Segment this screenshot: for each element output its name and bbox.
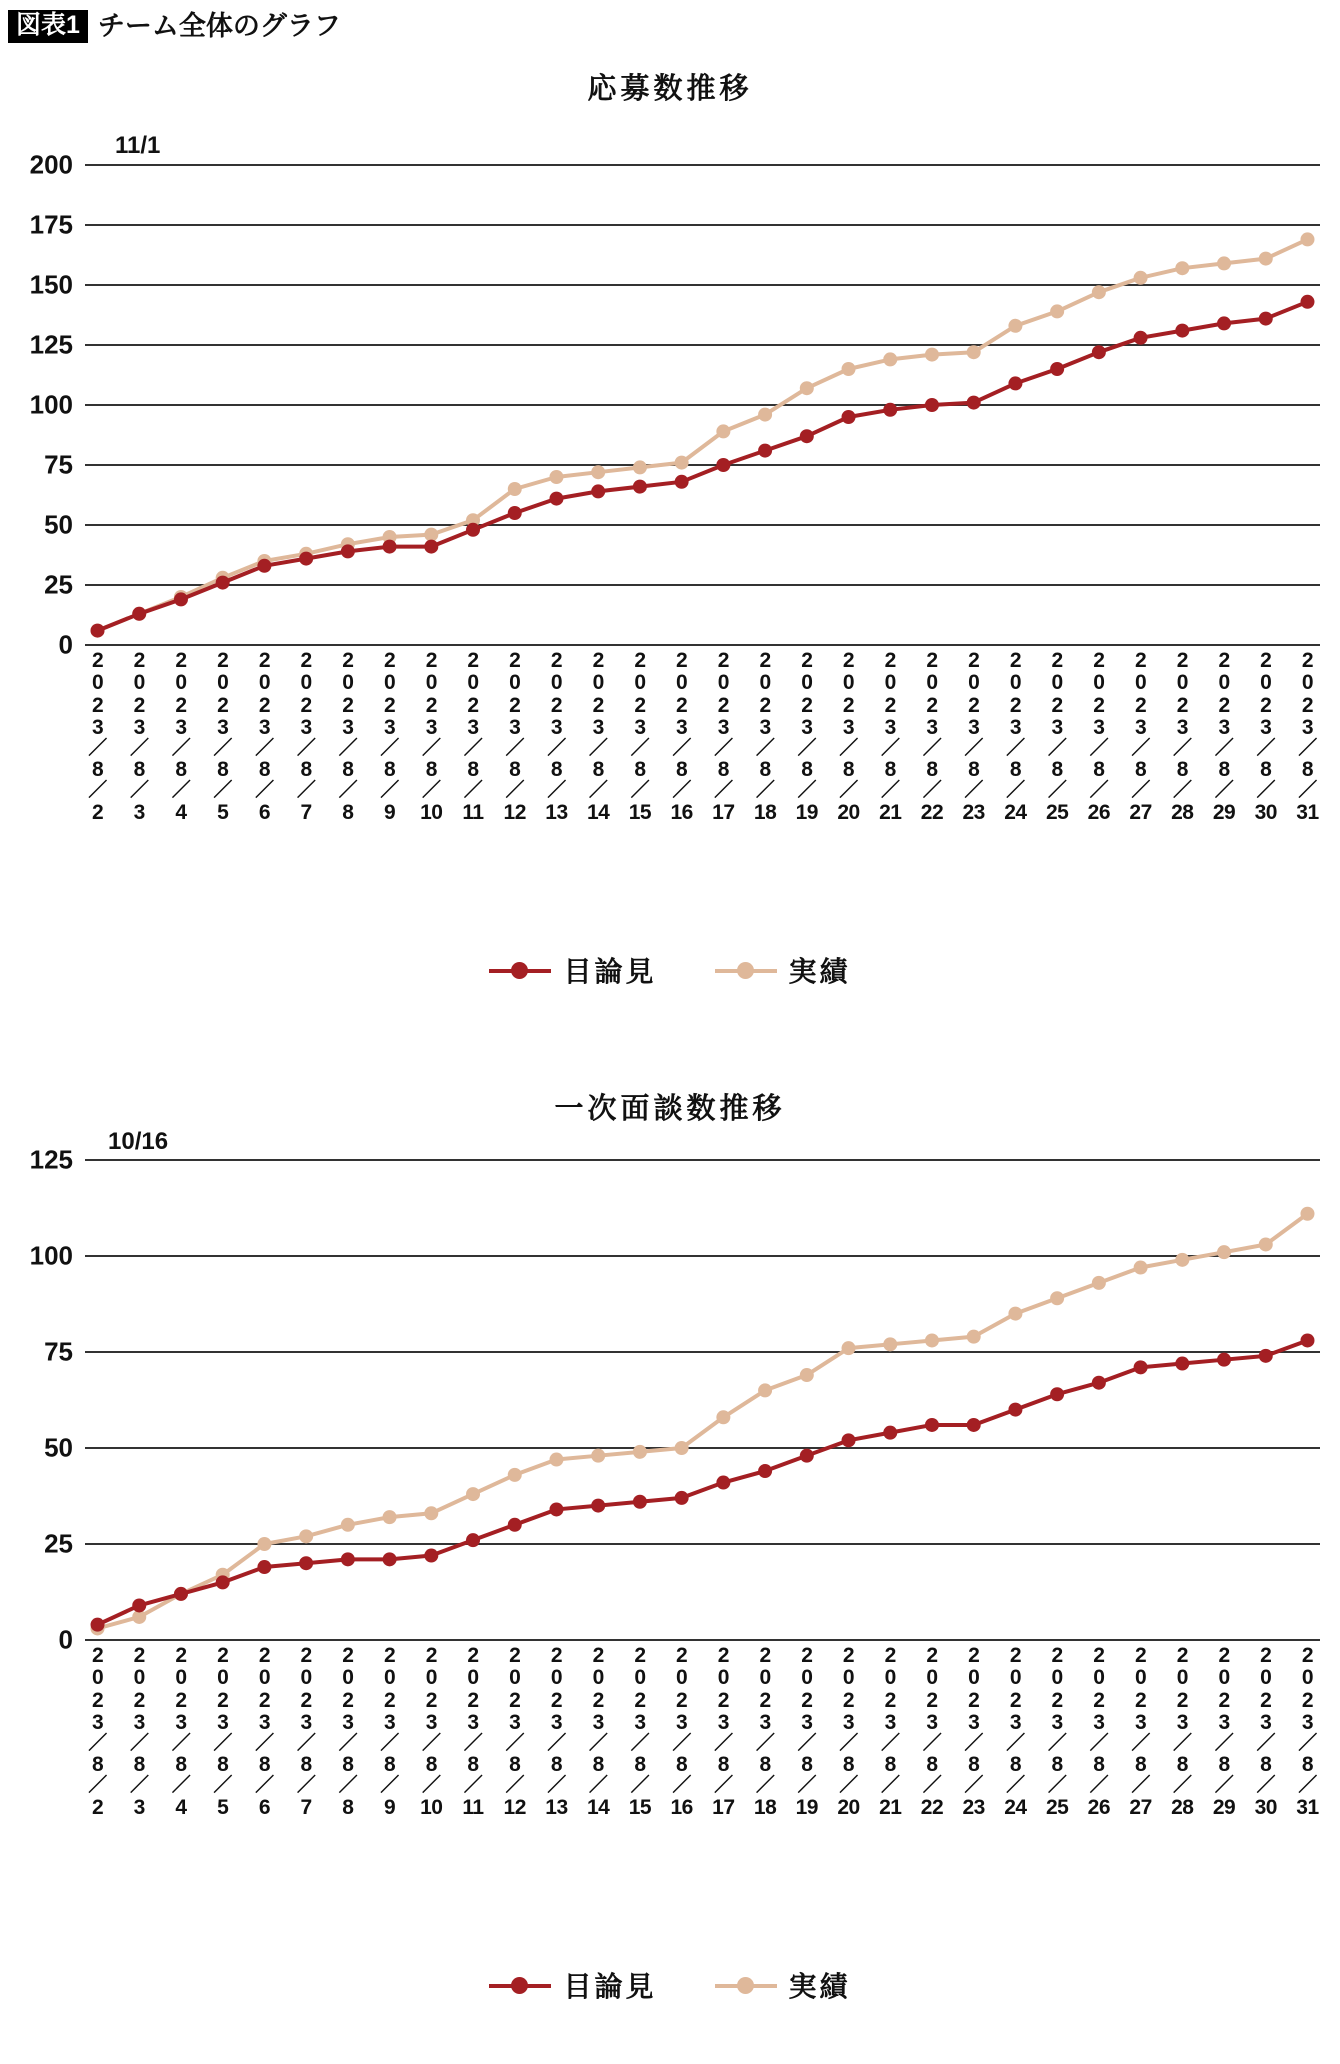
data-point xyxy=(716,1410,730,1424)
x-axis-tick-label: 2 0 2 3 ／ 8 ／ 25 xyxy=(1045,1644,1069,1819)
x-axis-tick-label: 2 0 2 3 ／ 8 ／ 19 xyxy=(795,1644,818,1819)
x-axis-tick-label: 2 0 2 3 ／ 8 ／ 20 xyxy=(837,649,860,824)
data-point xyxy=(675,475,689,489)
data-point xyxy=(1134,271,1148,285)
data-point xyxy=(216,576,230,590)
plot-wrapper xyxy=(0,1128,1340,1819)
data-point xyxy=(132,1598,146,1612)
x-axis-tick-label: 2 0 2 3 ／ 8 ／ 29 xyxy=(1212,649,1236,824)
x-axis-tick-label: 2 0 2 3 ／ 8 ／ 15 xyxy=(628,649,652,824)
data-point xyxy=(633,1445,647,1459)
x-axis-tick-label: 2 0 2 3 ／ 8 ／ 14 xyxy=(587,649,610,824)
data-point xyxy=(883,352,897,366)
data-point xyxy=(508,1468,522,1482)
x-axis-tick-label: 2 0 2 3 ／ 8 ／ 27 xyxy=(1129,649,1152,824)
data-point xyxy=(383,540,397,554)
figure-title: チーム全体のグラフ xyxy=(97,11,341,41)
x-axis-tick-label: 2 0 2 3 ／ 8 ／ 30 xyxy=(1254,1644,1277,1819)
x-axis-tick-label: 2 0 2 3 ／ 8 ／ 18 xyxy=(753,1644,777,1819)
figure-tag: 図表1 xyxy=(8,10,88,43)
chart-title: 応募数推移 xyxy=(587,73,753,105)
data-point xyxy=(591,465,605,479)
data-point xyxy=(591,484,605,498)
legend-label-plan: 目論見 xyxy=(563,1971,657,2002)
x-axis-tick-label: 2 0 2 3 ／ 8 ／ 27 xyxy=(1129,1644,1152,1819)
data-point xyxy=(424,1549,438,1563)
data-point xyxy=(508,506,522,520)
x-axis-tick-label: 2 0 2 3 ／ 8 ／ 10 xyxy=(420,1644,443,1819)
y-axis-tick-label: 100 xyxy=(29,1240,73,1271)
x-axis-tick-label: 2 0 2 3 ／ 8 ／ 31 xyxy=(1296,1644,1319,1819)
x-axis-tick-label: 2 0 2 3 ／ 8 ／ 3 xyxy=(129,1644,149,1819)
series-line xyxy=(98,1340,1308,1624)
data-point xyxy=(758,1464,772,1478)
y-axis-tick-label: 75 xyxy=(44,449,73,480)
x-axis-tick-label: 2 0 2 3 ／ 8 ／ 6 xyxy=(255,649,274,824)
data-point xyxy=(800,381,814,395)
data-point xyxy=(842,1433,856,1447)
data-point xyxy=(1217,316,1231,330)
x-axis-tick-label: 2 0 2 3 ／ 8 ／ 21 xyxy=(879,1644,902,1819)
x-axis-tick-label: 2 0 2 3 ／ 8 ／ 3 xyxy=(129,649,149,824)
data-point xyxy=(174,592,188,606)
x-axis-tick-label: 2 0 2 3 ／ 8 ／ 26 xyxy=(1087,649,1111,824)
x-axis-tick-label: 2 0 2 3 ／ 8 ／ 19 xyxy=(795,649,818,824)
data-point xyxy=(1050,1387,1064,1401)
chart-interviews xyxy=(0,1080,1340,2060)
data-point xyxy=(758,408,772,422)
data-point xyxy=(341,1518,355,1532)
x-axis-tick-label: 2 0 2 3 ／ 8 ／ 18 xyxy=(753,649,777,824)
data-point xyxy=(1008,1307,1022,1321)
x-axis-tick-label: 2 0 2 3 ／ 8 ／ 6 xyxy=(255,1644,274,1819)
x-axis-tick-label: 2 0 2 3 ／ 8 ／ 17 xyxy=(712,1644,735,1819)
data-point xyxy=(1050,304,1064,318)
data-point xyxy=(1259,312,1273,326)
data-point xyxy=(549,470,563,484)
x-axis-tick-label: 2 0 2 3 ／ 8 ／ 7 xyxy=(296,1644,316,1819)
data-point xyxy=(716,1476,730,1490)
y-axis-tick-label: 100 xyxy=(29,389,73,420)
corner-date-label: 11/1 xyxy=(115,132,161,159)
data-point xyxy=(1300,1207,1314,1221)
x-axis-tick-label: 2 0 2 3 ／ 8 ／ 20 xyxy=(837,1644,860,1819)
y-axis-tick-label: 25 xyxy=(44,569,73,600)
data-point xyxy=(967,1418,981,1432)
data-point xyxy=(1092,1276,1106,1290)
chart-legend xyxy=(0,1965,1340,2005)
legend-label-plan: 目論見 xyxy=(563,956,657,987)
legend-item-actual xyxy=(715,950,851,990)
data-point xyxy=(883,1426,897,1440)
x-axis-tick-label: 2 0 2 3 ／ 8 ／ 28 xyxy=(1171,1644,1194,1819)
y-axis-tick-label: 175 xyxy=(29,209,73,240)
data-point xyxy=(1259,1237,1273,1251)
x-axis-tick-label: 2 0 2 3 ／ 8 ／ 26 xyxy=(1087,1644,1111,1819)
data-point xyxy=(1300,295,1314,309)
data-point xyxy=(925,1333,939,1347)
figure-header xyxy=(8,10,341,43)
y-axis-tick-label: 25 xyxy=(44,1528,73,1559)
y-axis-tick-label: 50 xyxy=(44,509,73,540)
data-point xyxy=(299,1529,313,1543)
data-point xyxy=(591,1449,605,1463)
data-point xyxy=(1050,1291,1064,1305)
series-layer xyxy=(85,165,1320,645)
data-point xyxy=(800,1368,814,1382)
data-point xyxy=(967,1330,981,1344)
data-point xyxy=(1008,1403,1022,1417)
data-point xyxy=(633,480,647,494)
x-axis-tick-label: 2 0 2 3 ／ 8 ／ 12 xyxy=(503,1644,526,1819)
plot-area xyxy=(29,1144,1320,1655)
data-point xyxy=(299,1556,313,1570)
data-point xyxy=(842,362,856,376)
x-axis-tick-label: 2 0 2 3 ／ 8 ／ 9 xyxy=(380,1644,399,1819)
x-axis-tick-label: 2 0 2 3 ／ 8 ／ 31 xyxy=(1296,649,1319,824)
legend-marker-actual xyxy=(715,1974,777,1996)
data-point xyxy=(883,1337,897,1351)
data-point xyxy=(424,540,438,554)
data-point xyxy=(424,528,438,542)
x-axis-tick-label: 2 0 2 3 ／ 8 ／ 17 xyxy=(712,649,735,824)
y-axis-tick-label: 200 xyxy=(29,149,73,180)
x-axis-tick-label: 2 0 2 3 ／ 8 ／ 2 xyxy=(88,649,107,824)
x-axis-tick-label: 2 0 2 3 ／ 8 ／ 5 xyxy=(213,649,232,824)
data-point xyxy=(758,1383,772,1397)
chart-title: 一次面談数推移 xyxy=(554,1093,786,1125)
data-point xyxy=(341,1552,355,1566)
data-point xyxy=(1134,1261,1148,1275)
data-point xyxy=(1175,261,1189,275)
data-point xyxy=(424,1506,438,1520)
data-point xyxy=(257,1560,271,1574)
x-axis-tick-label: 2 0 2 3 ／ 8 ／ 24 xyxy=(1004,649,1027,824)
data-point xyxy=(925,1418,939,1432)
data-point xyxy=(1092,1376,1106,1390)
x-axis-labels xyxy=(85,650,1320,830)
data-point xyxy=(1134,1360,1148,1374)
plot-area xyxy=(29,149,1320,660)
legend-item-plan xyxy=(489,1965,656,2005)
data-point xyxy=(800,429,814,443)
data-point xyxy=(633,460,647,474)
data-point xyxy=(132,607,146,621)
series-layer xyxy=(85,1160,1320,1640)
y-axis-tick-label: 0 xyxy=(58,629,73,660)
data-point xyxy=(1259,1349,1273,1363)
data-point xyxy=(1175,1357,1189,1371)
legend-marker-plan xyxy=(489,1974,551,1996)
data-point xyxy=(257,559,271,573)
plot-wrapper xyxy=(0,110,1340,824)
data-point xyxy=(1050,362,1064,376)
data-point xyxy=(549,1502,563,1516)
data-point xyxy=(466,1487,480,1501)
data-point xyxy=(675,1441,689,1455)
x-axis-tick-label: 2 0 2 3 ／ 8 ／ 12 xyxy=(503,649,526,824)
data-point xyxy=(383,1510,397,1524)
x-axis-tick-label: 2 0 2 3 ／ 8 ／ 25 xyxy=(1045,649,1069,824)
x-axis-tick-label: 2 0 2 3 ／ 8 ／ 24 xyxy=(1004,1644,1027,1819)
data-point xyxy=(675,456,689,470)
data-point xyxy=(1259,252,1273,266)
y-axis-tick-label: 150 xyxy=(29,269,73,300)
data-point xyxy=(1300,1333,1314,1347)
x-axis-tick-label: 2 0 2 3 ／ 8 ／ 23 xyxy=(962,1644,985,1819)
y-axis-tick-label: 125 xyxy=(29,1144,73,1175)
data-point xyxy=(1092,345,1106,359)
y-axis-tick-label: 50 xyxy=(44,1432,73,1463)
series-line xyxy=(98,239,1308,630)
data-point xyxy=(925,398,939,412)
data-point xyxy=(800,1449,814,1463)
x-axis-tick-label: 2 0 2 3 ／ 8 ／ 28 xyxy=(1171,649,1194,824)
x-axis-tick-label: 2 0 2 3 ／ 8 ／ 13 xyxy=(545,1644,568,1819)
chart-legend xyxy=(0,950,1340,990)
data-point xyxy=(967,396,981,410)
data-point xyxy=(91,624,105,638)
data-point xyxy=(174,1587,188,1601)
data-point xyxy=(716,458,730,472)
x-axis-tick-label: 2 0 2 3 ／ 8 ／ 11 xyxy=(462,649,484,824)
legend-marker-plan xyxy=(489,959,551,981)
x-axis-tick-label: 2 0 2 3 ／ 8 ／ 23 xyxy=(962,649,985,824)
data-point xyxy=(1175,324,1189,338)
y-axis-tick-label: 125 xyxy=(29,329,73,360)
data-point xyxy=(1217,1245,1231,1259)
data-point xyxy=(925,348,939,362)
data-point xyxy=(549,1453,563,1467)
legend-marker-actual xyxy=(715,959,777,981)
data-point xyxy=(466,1533,480,1547)
x-axis-tick-label: 2 0 2 3 ／ 8 ／ 5 xyxy=(213,1644,232,1819)
legend-item-plan xyxy=(489,950,656,990)
x-axis-tick-label: 2 0 2 3 ／ 8 ／ 4 xyxy=(171,649,191,824)
data-point xyxy=(883,403,897,417)
data-point xyxy=(341,544,355,558)
x-axis-tick-label: 2 0 2 3 ／ 8 ／ 9 xyxy=(380,649,399,824)
legend-item-actual xyxy=(715,1965,851,2005)
data-point xyxy=(758,444,772,458)
series-line xyxy=(98,302,1308,631)
data-point xyxy=(1300,232,1314,246)
x-axis-labels xyxy=(85,1645,1320,1825)
data-point xyxy=(1175,1253,1189,1267)
data-point xyxy=(1008,376,1022,390)
x-axis-tick-label: 2 0 2 3 ／ 8 ／ 7 xyxy=(296,649,316,824)
data-point xyxy=(91,1618,105,1632)
x-axis-tick-label: 2 0 2 3 ／ 8 ／ 16 xyxy=(670,649,693,824)
legend-label-actual: 実績 xyxy=(788,1971,851,2002)
x-axis-tick-label: 2 0 2 3 ／ 8 ／ 21 xyxy=(879,649,902,824)
chart-applications xyxy=(0,60,1340,1040)
data-point xyxy=(842,1341,856,1355)
data-point xyxy=(383,1552,397,1566)
data-point xyxy=(508,482,522,496)
x-axis-tick-label: 2 0 2 3 ／ 8 ／ 30 xyxy=(1254,649,1277,824)
x-axis-tick-label: 2 0 2 3 ／ 8 ／ 15 xyxy=(628,1644,652,1819)
data-point xyxy=(1217,1353,1231,1367)
data-point xyxy=(716,424,730,438)
data-point xyxy=(842,410,856,424)
data-point xyxy=(967,345,981,359)
x-axis-tick-label: 2 0 2 3 ／ 8 ／ 29 xyxy=(1212,1644,1236,1819)
x-axis-tick-label: 2 0 2 3 ／ 8 ／ 13 xyxy=(545,649,568,824)
data-point xyxy=(216,1575,230,1589)
x-axis-tick-label: 2 0 2 3 ／ 8 ／ 2 xyxy=(88,1644,107,1819)
x-axis-tick-label: 2 0 2 3 ／ 8 ／ 4 xyxy=(171,1644,191,1819)
x-axis-tick-label: 2 0 2 3 ／ 8 ／ 16 xyxy=(670,1644,693,1819)
data-point xyxy=(1092,285,1106,299)
y-axis-tick-label: 0 xyxy=(58,1624,73,1655)
x-axis-tick-label: 2 0 2 3 ／ 8 ／ 8 xyxy=(338,649,358,824)
x-axis-tick-label: 2 0 2 3 ／ 8 ／ 11 xyxy=(462,1644,484,1819)
x-axis-tick-label: 2 0 2 3 ／ 8 ／ 22 xyxy=(920,1644,944,1819)
x-axis-tick-label: 2 0 2 3 ／ 8 ／ 8 xyxy=(338,1644,358,1819)
y-axis-tick-label: 75 xyxy=(44,1336,73,1367)
data-point xyxy=(508,1518,522,1532)
data-point xyxy=(549,492,563,506)
data-point xyxy=(633,1495,647,1509)
data-point xyxy=(257,1537,271,1551)
data-point xyxy=(1134,331,1148,345)
x-axis-tick-label: 2 0 2 3 ／ 8 ／ 22 xyxy=(920,649,944,824)
data-point xyxy=(675,1491,689,1505)
data-point xyxy=(466,523,480,537)
data-point xyxy=(591,1499,605,1513)
data-point xyxy=(1008,319,1022,333)
corner-date-label: 10/16 xyxy=(108,1128,169,1155)
data-point xyxy=(299,552,313,566)
data-point xyxy=(1217,256,1231,270)
x-axis-tick-label: 2 0 2 3 ／ 8 ／ 10 xyxy=(420,649,443,824)
legend-label-actual: 実績 xyxy=(788,956,851,987)
x-axis-tick-label: 2 0 2 3 ／ 8 ／ 14 xyxy=(587,1644,610,1819)
